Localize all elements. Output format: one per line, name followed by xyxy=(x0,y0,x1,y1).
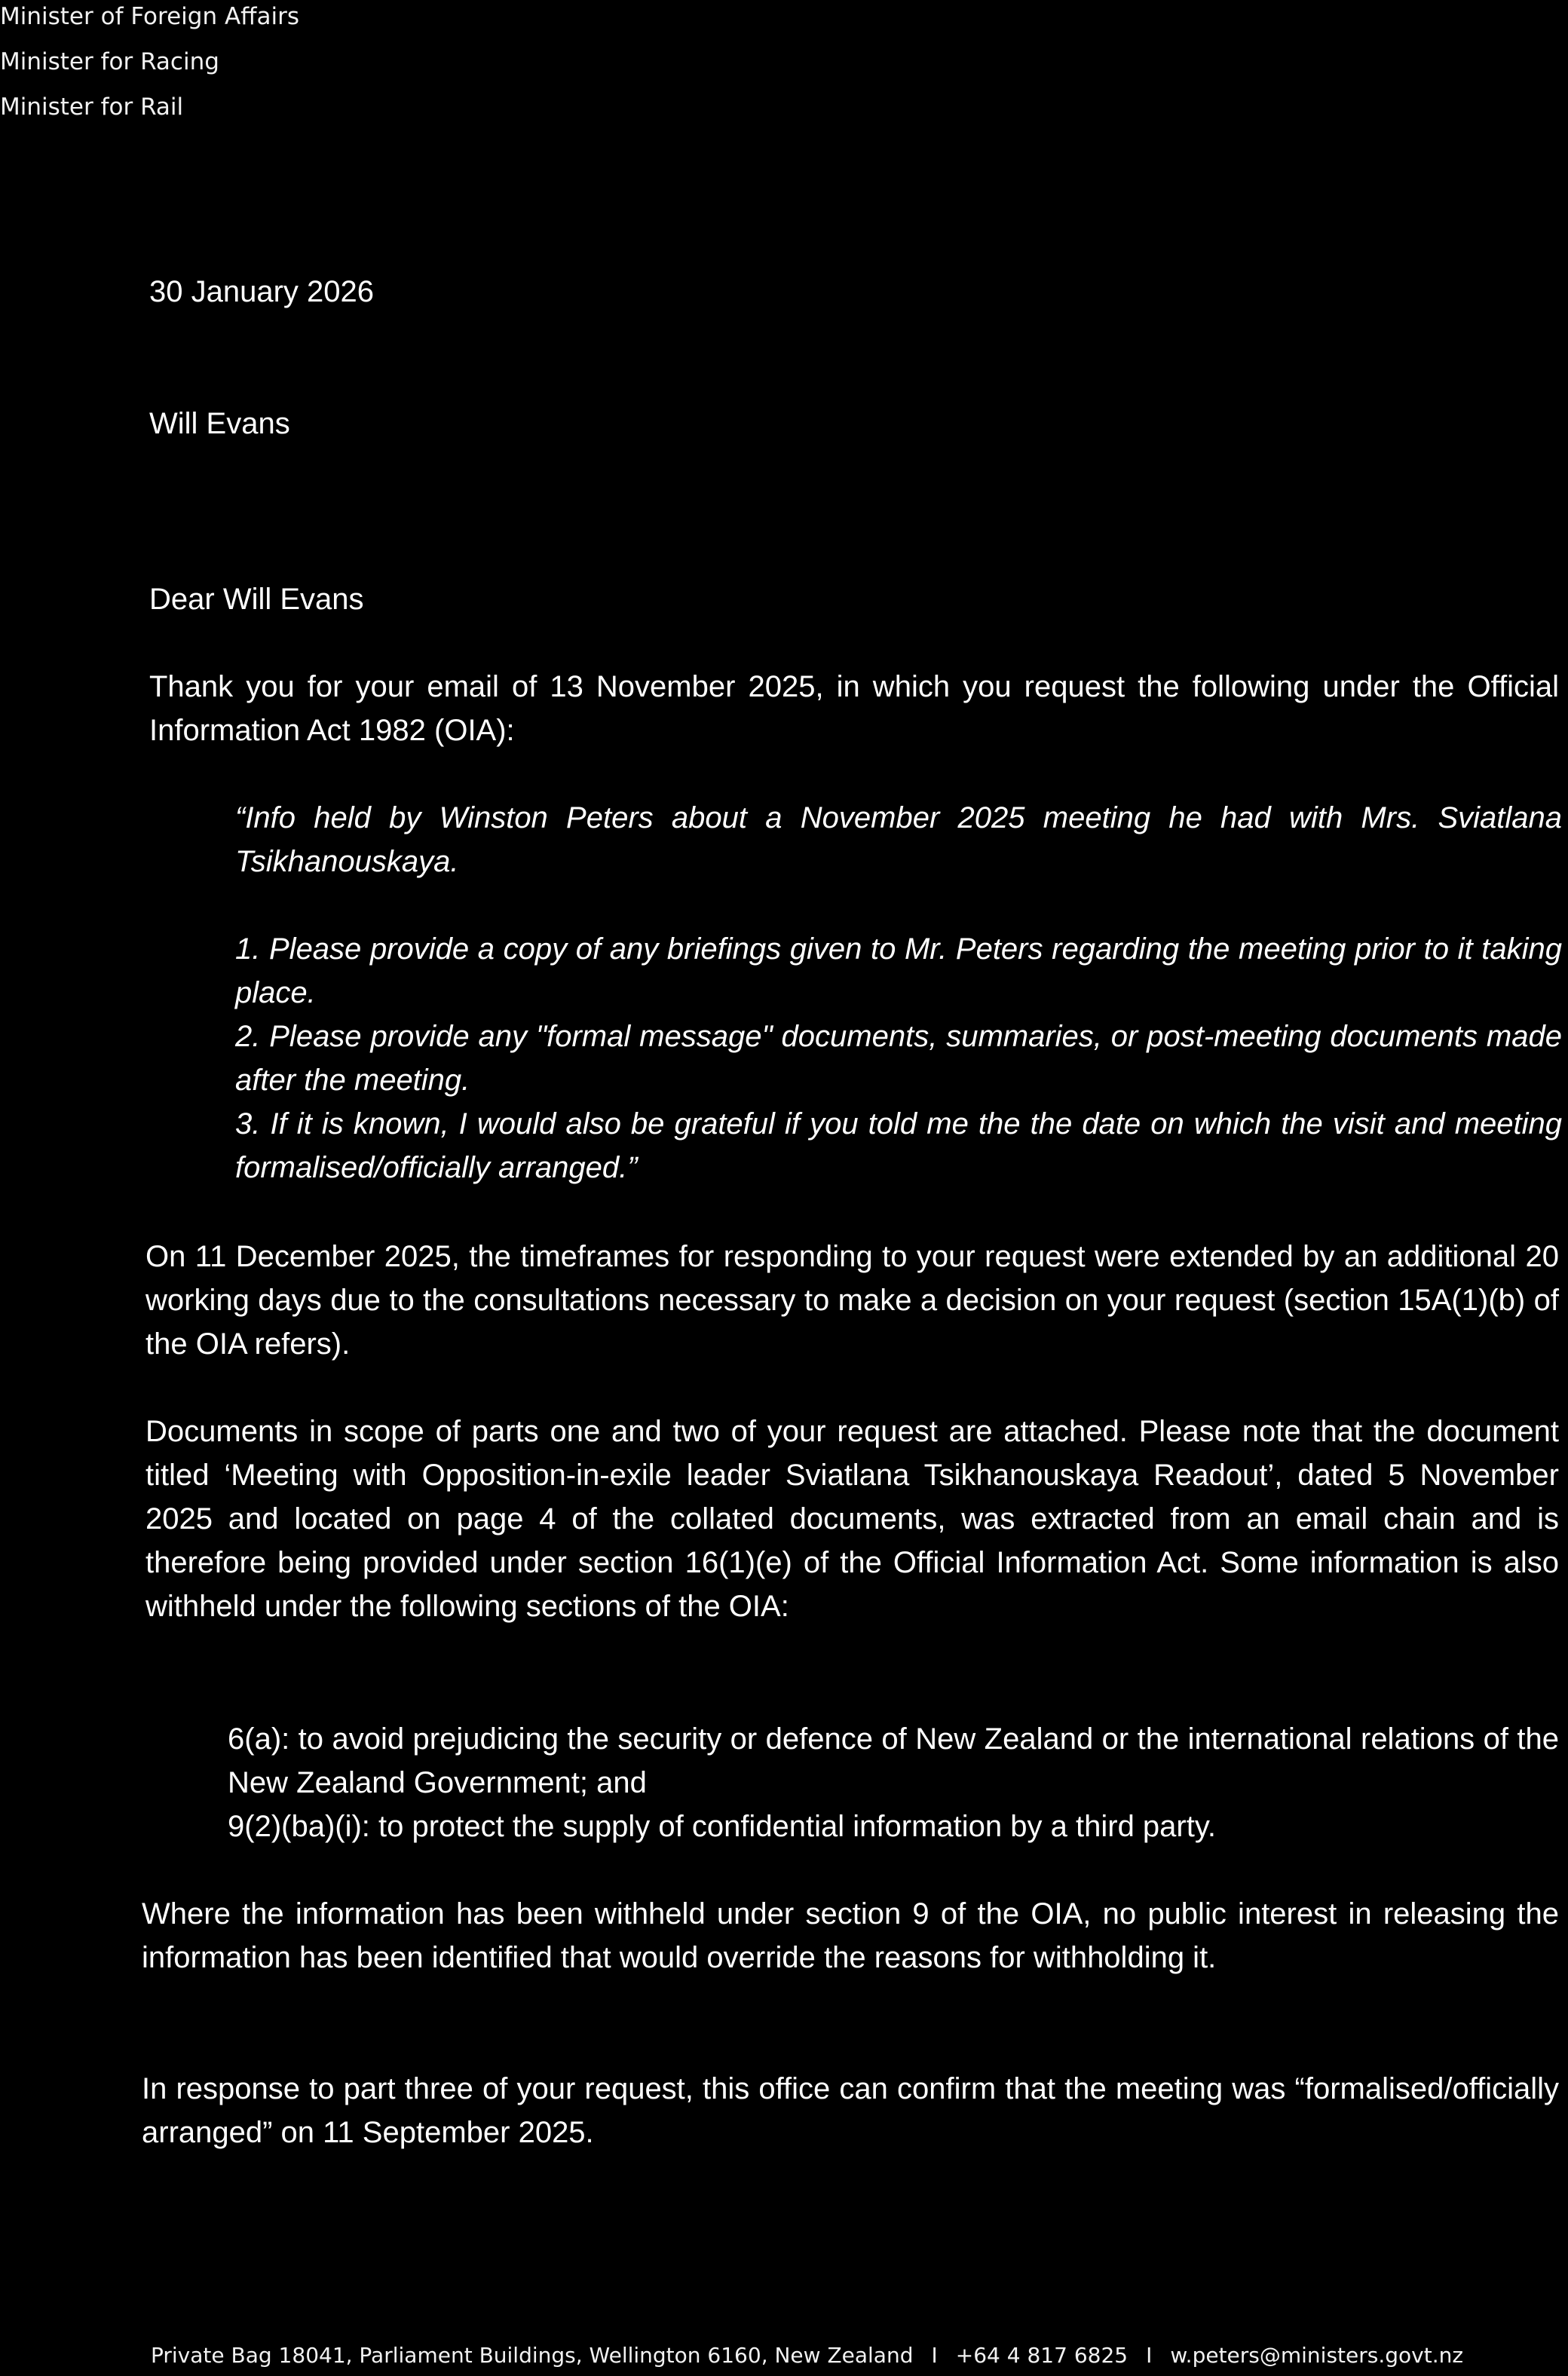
public-interest-paragraph: Where the information has been withheld under section 9 of the OIA, no public interest in releasing the information has been identified that would override the reasons for withholding it. xyxy=(142,1897,1559,1974)
part-three-paragraph: In response to part three of your request, this office can confirm that the meeting was “formalised/officially arranged” on 11 September 2025. xyxy=(142,2072,1559,2149)
recipient-name: Will Evans xyxy=(149,407,290,440)
salutation: Dear Will Evans xyxy=(149,583,364,616)
letterhead-titles xyxy=(0,0,299,136)
footer-separator: I xyxy=(931,2343,938,2368)
quoted-request-opening: “Info held by Winston Peters about a November 2025 meeting he had with Mrs. Sviatlana Tsikhanouskaya. xyxy=(235,801,1562,878)
quoted-request-item-1: 1. Please provide a copy of any briefings given to Mr. Peters regarding the meeting prior to it taking place. xyxy=(235,932,1562,1009)
footer-phone: +64 4 817 6825 xyxy=(955,2343,1129,2368)
extension-paragraph: On 11 December 2025, the timeframes for responding to your request were extended by an additional 20 working days due to the consultations necessary to make a decision on your request (section 15A(1)(b) of the OIA refers). xyxy=(145,1240,1559,1361)
minister-title-foreign-affairs: Minister of Foreign Affairs xyxy=(0,3,300,30)
documents-paragraph: Documents in scope of parts one and two of your request are attached. Please note that the document titled ‘Meeting with Opposition-in-exile leader Sviatlana Tsikhanouskaya Readout’, dated 5 November 2025 and located on page 4 of the collated documents, was extracted from an email chain and is therefore being provided under section 16(1)(e) of the Official Information Act. Some information is also withheld under the following sections of the OIA: xyxy=(145,1415,1559,1623)
minister-title-racing: Minister for Racing xyxy=(0,48,219,75)
footer-address: Private Bag 18041, Parliament Buildings, Wellington 6160, New Zealand xyxy=(151,2343,914,2368)
withholding-ground-9-2-ba-i: 9(2)(ba)(i): to protect the supply of confidential information by a third party. xyxy=(228,1810,1216,1843)
letter-footer xyxy=(151,2343,1463,2368)
footer-email: w.peters@ministers.govt.nz xyxy=(1170,2343,1464,2368)
quoted-request-item-2: 2. Please provide any "formal message" documents, summaries, or post-meeting documents made after the meeting. xyxy=(235,1020,1562,1097)
footer-separator: I xyxy=(1146,2343,1153,2368)
withholding-ground-6a: 6(a): to avoid prejudicing the security or defence of New Zealand or the international relations of the New Zealand Government; and xyxy=(228,1722,1559,1799)
intro-paragraph: Thank you for your email of 13 November 2025, in which you request the following under the Official Information Act 1982 (OIA): xyxy=(149,670,1559,747)
letter-date: 30 January 2026 xyxy=(149,275,375,308)
quoted-request-item-3: 3. If it is known, I would also be grateful if you told me the the date on which the visit and meeting formalised/officially arranged.” xyxy=(235,1107,1562,1184)
minister-title-rail: Minister for Rail xyxy=(0,93,184,121)
